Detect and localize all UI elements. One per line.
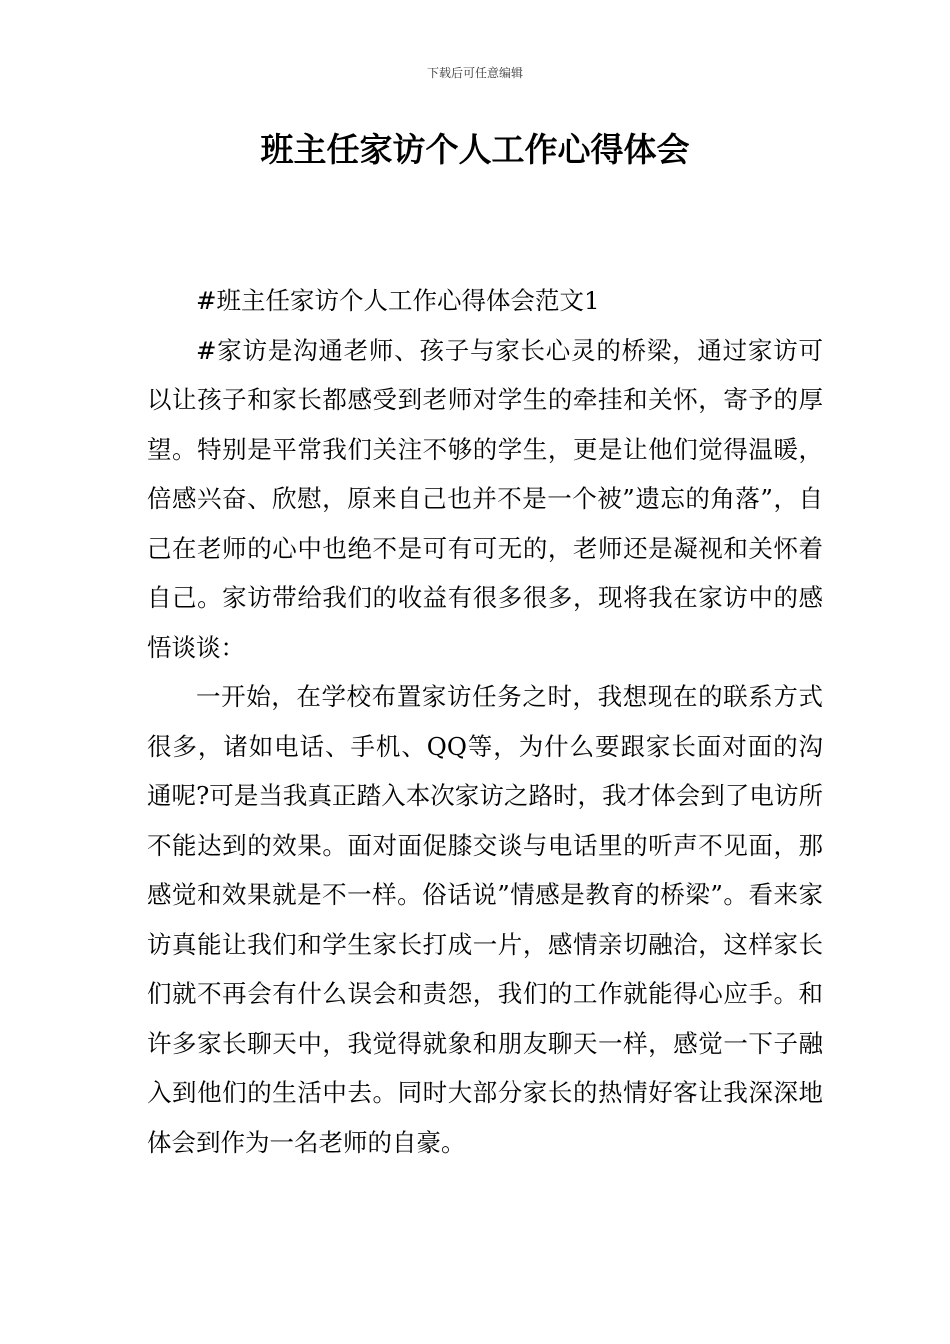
page-header-note: 下载后可任意编辑	[426, 66, 523, 80]
paragraph: #家访是沟通老师、孩子与家长心灵的桥梁，通过家访可以让孩子和家长都感受到老师对学生的牵挂和关怀，寄予的厚望。特别是平常我们关注不够的学生，更是让他们觉得温暖，倍感兴奋、欣慰，原来自己也并不是一个被”遗忘的角落”，自己在老师的心中也绝不是可有可无的，老师还是凝视和关怀着自己。家访带给我们的收益有很多很多，现将我在家访中的感悟谈谈：	[147, 335, 823, 662]
paragraph-heading: #班主任家访个人工作心得体会范文1	[196, 286, 600, 315]
document-title: 班主任家访个人工作心得体会	[260, 130, 690, 169]
paragraph: 一开始，在学校布置家访任务之时，我想现在的联系方式很多，诸如电话、手机、QQ等，为什么要跟家长面对面的沟通呢?可是当我真正踏入本次家访之路时，我才体会到了电访所不能达到的效果。面对面促膝交谈与电话里的听声不见面，那感觉和效果就是不一样。俗话说”情感是教育的桥梁”。看来家访真能让我们和学生家长打成一片，感情亲切融洽，这样家长们就不再会有什么误会和责怨，我们的工作就能得心应手。和许多家长聊天中，我觉得就象和朋友聊天一样，感觉一下子融入到他们的生活中去。同时大部分家长的热情好客让我深深地体会到作为一名老师的自豪。	[147, 682, 823, 1157]
document-body	[147, 276, 823, 1167]
